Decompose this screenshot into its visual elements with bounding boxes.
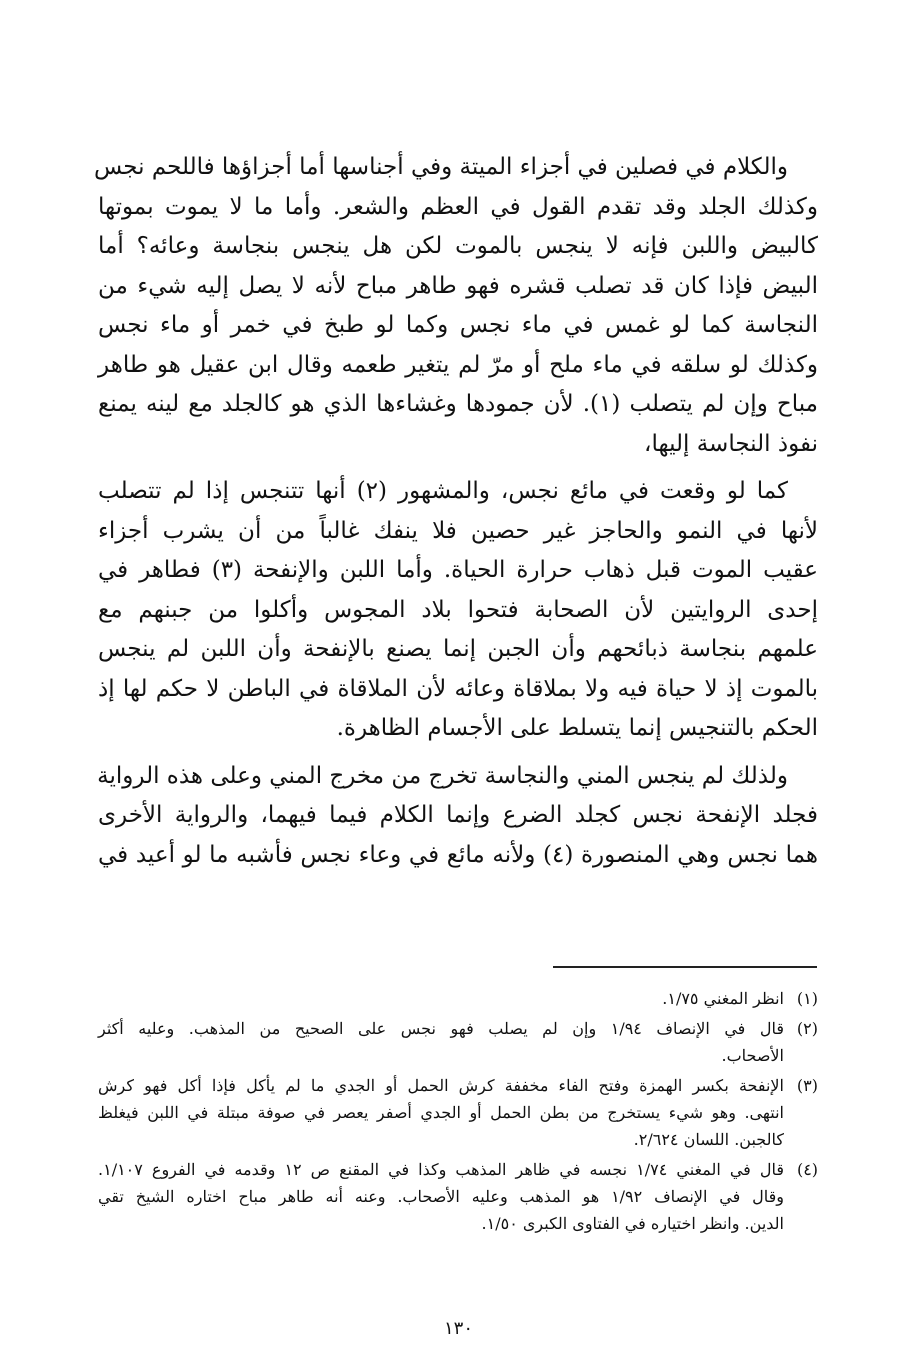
- text-line: هما نجس وهي المنصورة (٤) ولأنه مائع في وعاء نجس فأشبه ما لو أعيد في: [98, 841, 818, 868]
- footnote-separator: [553, 966, 817, 968]
- footnote-text: قال في الإنصاف ١/٩٤ وإن لم يصلب فهو نجس على الصحيح من المذهب. وعليه أكثر: [98, 1019, 785, 1038]
- text-line: وكذلك لو سلقه في ماء ملح أو مرّ لم يتغير طعمه وقال ابن عقيل هو طاهر: [98, 351, 818, 378]
- text-line: وكذلك الجلد وقد تقدم القول في العظم والشعر. وأما ما لا يموت بموتها: [98, 193, 818, 220]
- text-line: فجلد الإنفحة نجس كجلد الضرع وإنما الكلام فيما فيهما، والرواية الأخرى: [98, 802, 818, 828]
- footnote-1: [98, 985, 818, 1012]
- text-line: علمهم بنجاسة ذبائحهم وأن الجبن إنما يصنع بالإنفحة وأن اللبن لم ينجس: [98, 636, 818, 662]
- text-line: عقيب الموت قبل ذهاب حرارة الحياة. وأما اللبن والإنفحة (٣) فطاهر في: [98, 557, 818, 583]
- footnote-2: [98, 1015, 818, 1069]
- page-number: ١٣٠: [443, 1318, 473, 1339]
- footnote-text: انتهى. وهو شيء يستخرج من بطن الحمل أو الجدي أصفر يعصر في صوفة مبتلة في اللبن فيغلظ: [98, 1103, 784, 1122]
- text-line: البيض فإذا كان قد تصلب قشره فهو طاهر مباح لأنه لا يصل إليه شيء من: [98, 272, 818, 299]
- text-line: لأنها في النمو والحاجز غير حصين فلا ينفك غالباً من أن يشرب أجزاء: [98, 517, 818, 544]
- main-text: [93, 148, 818, 883]
- paragraph-1: [93, 148, 818, 464]
- text-line: نفوذ النجاسة إليها،: [644, 430, 818, 457]
- text-line: النجاسة كما لو غمس في ماء نجس وكما لو طبخ في خمر أو ماء نجس: [98, 312, 818, 338]
- footnote-number: (٢): [796, 1019, 819, 1038]
- footnotes: [98, 985, 818, 1240]
- text-line: والكلام في فصلين في أجزاء الميتة وفي أجناسها أما أجزاؤها فاللحم نجس: [93, 154, 788, 180]
- footnote-3: [98, 1072, 818, 1153]
- text-line: إحدى الروايتين لأن الصحابة فتحوا بلاد المجوس وأكلوا من جبنهم مع: [98, 596, 818, 623]
- footnote-4: [98, 1156, 818, 1237]
- footnote-text: كالجبن. اللسان ٢/٦٢٤.: [633, 1130, 784, 1149]
- footnote-text: الإنفحة بكسر الهمزة وفتح الفاء مخففة كرش الحمل أو الجدي ما لم يأكل فإذا أكل فهو كرش: [98, 1076, 784, 1095]
- paragraph-3: [98, 757, 818, 876]
- footnote-text: الأصحاب.: [721, 1046, 784, 1065]
- text-line: مباح وإن لم يتصلب (١). لأن جمودها وغشاءها الذي هو كالجلد مع لينه يمنع: [98, 391, 818, 417]
- text-line: ولذلك لم ينجس المني والنجاسة تخرج من مخرج المني وعلى هذه الرواية: [97, 762, 788, 789]
- text-line: الحكم بالتنجيس إنما يتسلط على الأجسام الظاهرة.: [336, 715, 818, 741]
- footnote-number: (١): [796, 989, 818, 1008]
- footnote-text: قال في المغني ١/٧٤ نجسه في ظاهر المذهب وكذا في المقنع ص ١٢ وقدمه في الفروع ١/١٠٧.: [98, 1160, 785, 1179]
- paragraph-2: [98, 472, 818, 749]
- text-line: كالبيض واللبن فإنه لا ينجس بالموت لكن هل ينجس بنجاسة وعائه؟ أما: [98, 233, 818, 259]
- text-line: بالموت إذ لا حياة فيه ولا بملاقاة وعائه لأن الملاقاة في الباطن لا حكم لها إذ: [98, 675, 818, 702]
- footnote-number: (٤): [796, 1160, 819, 1179]
- footnote-number: (٣): [796, 1076, 818, 1095]
- footnote-text: وقال في الإنصاف ١/٩٢ هو المذهب وعليه الأصحاب. وعنه أنه طاهر مباح اختاره الشيخ تقي: [98, 1187, 784, 1206]
- footnote-text: انظر المغني ١/٧٥.: [662, 989, 784, 1008]
- footnote-text: الدين. وانظر اختياره في الفتاوى الكبرى ١/٥٠.: [481, 1214, 784, 1233]
- text-line: كما لو وقعت في مائع نجس، والمشهور (٢) أنها تتنجس إذا لم تتصلب: [98, 478, 788, 504]
